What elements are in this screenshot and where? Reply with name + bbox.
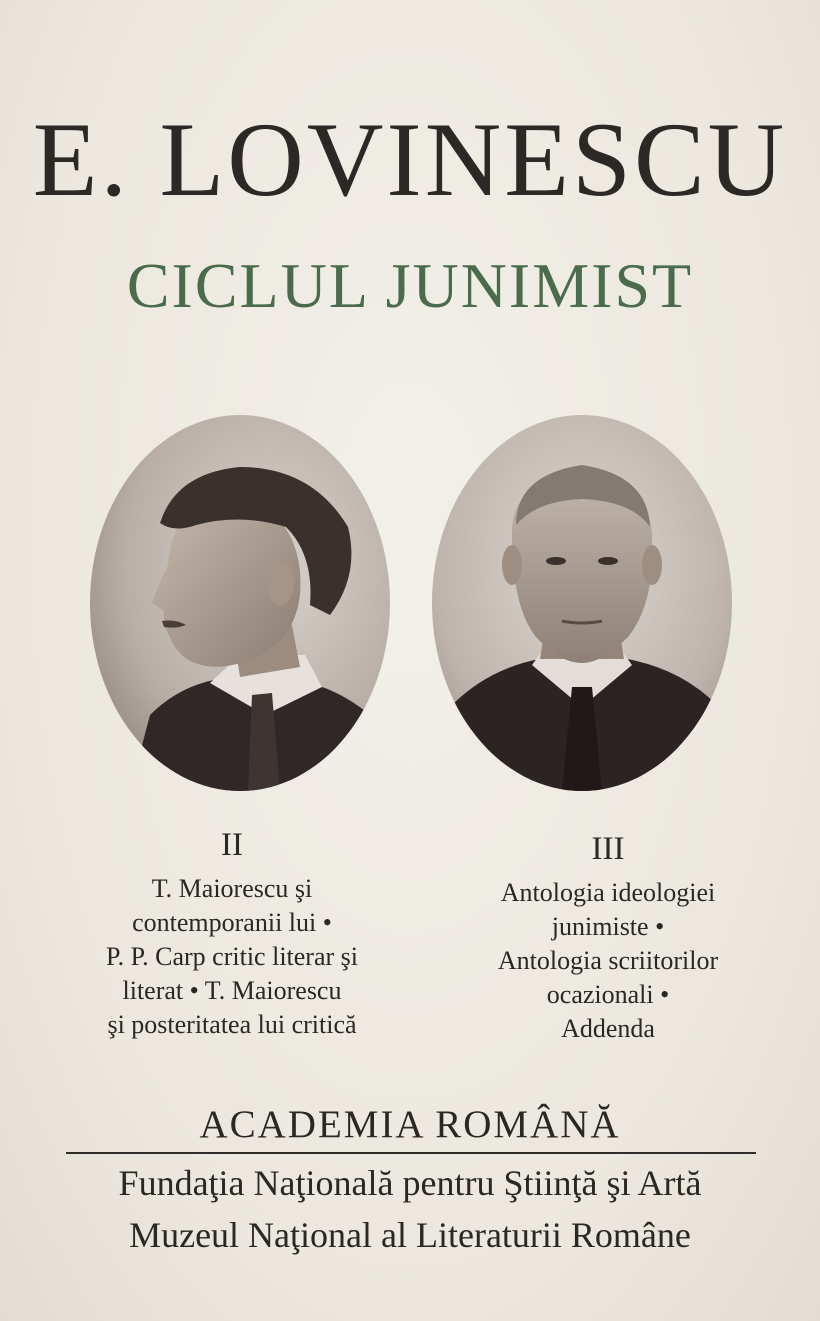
volume-line: P. P. Carp critic literar şi (105, 942, 358, 971)
portrait-young-profile (90, 415, 390, 791)
volume-number: III (591, 831, 625, 867)
volume-line: contemporanii lui • (132, 908, 332, 937)
book-title: CICLUL JUNIMIST (126, 250, 694, 321)
volume-line: junimiste • (551, 912, 665, 941)
foundation-line: Fundaţia Naţională pentru Ştiinţă şi Artă (118, 1163, 702, 1203)
volume-iii-contents (438, 822, 778, 1046)
volume-line: Addenda (561, 1014, 655, 1043)
author-name: E. LOVINESCU (32, 101, 788, 218)
publisher-name: ACADEMIA ROMÂNĂ (199, 1103, 621, 1146)
divider-rule (66, 1152, 756, 1154)
volume-number: II (221, 827, 243, 863)
volume-line: literat • T. Maiorescu (122, 976, 342, 1005)
volume-line: T. Maiorescu şi (151, 874, 313, 903)
volume-line: Antologia scriitorilor (497, 946, 719, 975)
volume-line: şi posteritatea lui critică (107, 1010, 357, 1039)
volume-ii-contents (62, 822, 402, 1042)
museum-line: Muzeul Naţional al Literaturii Române (129, 1215, 691, 1255)
portrait-older-frontal (432, 415, 732, 791)
volume-line: ocazionali • (546, 980, 670, 1009)
volume-line: Antologia ideologiei (500, 878, 716, 907)
